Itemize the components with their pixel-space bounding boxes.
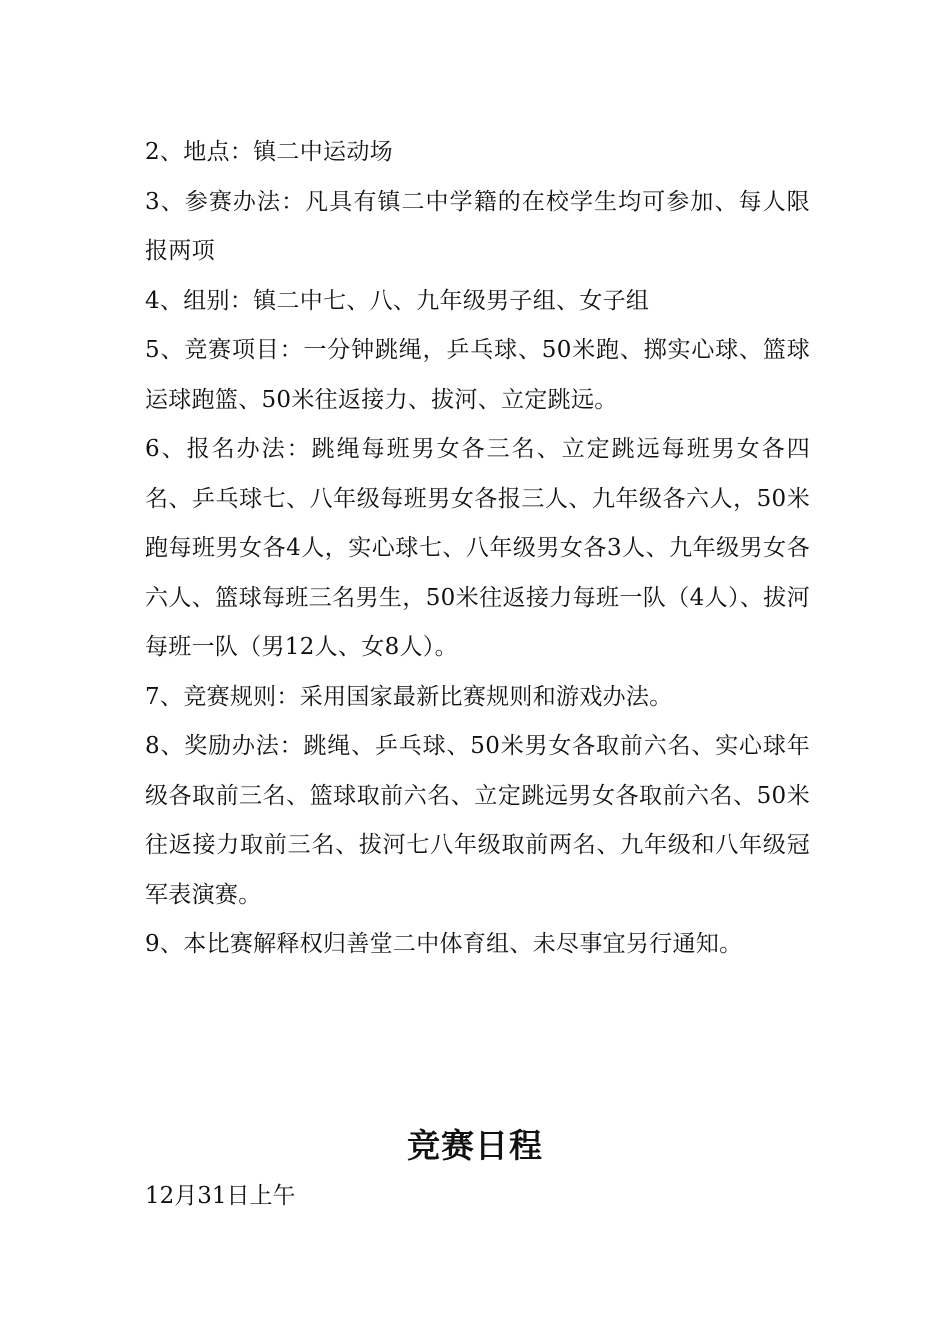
rule-location: 2、地点：镇二中运动场 <box>145 139 393 165</box>
rule-competition-rules: 7、竞赛规则：采用国家最新比赛规则和游戏办法。 <box>145 683 673 710</box>
rule-groups: 4、组别：镇二中七、八、九年级男子组、女子组 <box>145 287 650 314</box>
rule-events: 5、竞赛项目：一分钟跳绳，乒乓球、50米跑、掷实心球、篮球运球跑篮、50米往返接力、拔河、立定跳远。 <box>145 337 810 413</box>
rule-interpretation: 9、本比赛解释权归善堂二中体育组、未尽事宜另行通知。 <box>145 931 743 957</box>
rule-participation: 3、参赛办法：凡具有镇二中学籍的在校学生均可参加、每人限报两项 <box>145 188 810 264</box>
rules-body <box>145 128 810 970</box>
rule-registration: 6、报名办法：跳绳每班男女各三名、立定跳远每班男女各四名、乒乓球七、八年级每班男女各报三人、九年级各六人，50米跑每班男女各4人，实心球七、八年级男女各3人、九年级男女各六人、篮球每班三名男生，50米往返接力每班一队（4人）、拔河每班一队（男12人、女8人）。 <box>145 436 810 660</box>
schedule-date: 12月31日上午 <box>145 1183 296 1209</box>
rule-awards: 8、奖励办法：跳绳、乒乓球、50米男女各取前六名、实心球年级各取前三名、篮球取前六名、立定跳远男女各取前六名、50米往返接力取前三名、拔河七八年级取前两名、九年级和八年级冠军表演赛。 <box>145 733 810 908</box>
schedule-title: 竞赛日程 <box>407 1126 543 1165</box>
